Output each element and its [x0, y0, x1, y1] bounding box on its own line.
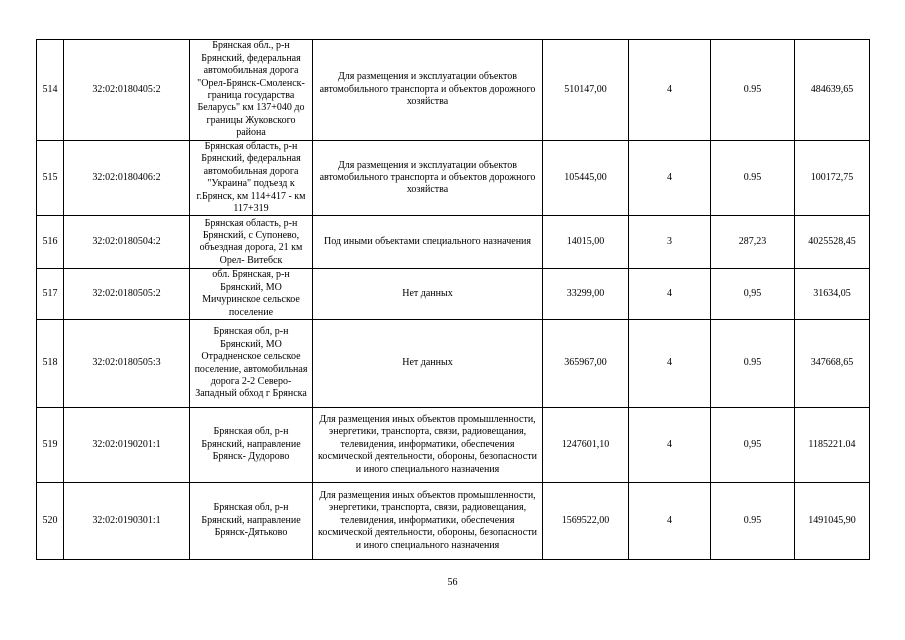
- row-number-cell: 517: [37, 269, 64, 320]
- cadastral-number-cell: 32:02:0180504:2: [64, 216, 190, 269]
- cadastral-number-cell: 32:02:0180406:2: [64, 141, 190, 216]
- cadastral-number-cell: 32:02:0180405:2: [64, 40, 190, 141]
- address-cell: Брянская обл, р-н Брянский, направление Брянск-Дятьково: [190, 483, 313, 560]
- row-number-cell: 514: [37, 40, 64, 141]
- group-cell: 4: [629, 483, 711, 560]
- area-cell: 1247601,10: [543, 408, 629, 483]
- address-cell: Брянская область, р-н Брянский, с Супонево, объездная дорога, 21 км Орел- Витебск: [190, 216, 313, 269]
- cadastral-number-cell: 32:02:0190201:1: [64, 408, 190, 483]
- purpose-cell: Нет данных: [313, 320, 543, 408]
- row-number-cell: 520: [37, 483, 64, 560]
- row-number-cell: 515: [37, 141, 64, 216]
- table-row: [37, 216, 870, 269]
- rate-cell: 0,95: [711, 408, 795, 483]
- purpose-cell: Нет данных: [313, 269, 543, 320]
- group-cell: 3: [629, 216, 711, 269]
- table-row: [37, 269, 870, 320]
- value-cell: 4025528,45: [795, 216, 870, 269]
- purpose-cell: Для размещения иных объектов промышленности, энергетики, транспорта, связи, радиовещания, телевидения, информатики, обеспечения космической деятельности, обороны, безопасности и иного специального назначения: [313, 483, 543, 560]
- table-row: [37, 408, 870, 483]
- address-cell: Брянская обл, р-н Брянский, направление Брянск- Дудорово: [190, 408, 313, 483]
- rate-cell: 0.95: [711, 320, 795, 408]
- group-cell: 4: [629, 320, 711, 408]
- rate-cell: 0.95: [711, 40, 795, 141]
- table-row: [37, 141, 870, 216]
- address-cell: обл. Брянская, р-н Брянский, МО Мичуринское сельское поселение: [190, 269, 313, 320]
- address-cell: Брянская область, р-н Брянский, федеральная автомобильная дорога "Украина" подъезд к г.Брянск, км 114+417 - км 117+319: [190, 141, 313, 216]
- area-cell: 1569522,00: [543, 483, 629, 560]
- rate-cell: 0,95: [711, 269, 795, 320]
- value-cell: 31634,05: [795, 269, 870, 320]
- page-number: 56: [447, 577, 458, 588]
- rate-cell: 0.95: [711, 141, 795, 216]
- cadastral-number-cell: 32:02:0180505:3: [64, 320, 190, 408]
- table-row: [37, 483, 870, 560]
- group-cell: 4: [629, 408, 711, 483]
- value-cell: 1491045,90: [795, 483, 870, 560]
- purpose-cell: Для размещения иных объектов промышленности, энергетики, транспорта, связи, радиовещания, телевидения, информатики, обеспечения космической деятельности, обороны, безопасности и иного специального назначения: [313, 408, 543, 483]
- value-cell: 484639,65: [795, 40, 870, 141]
- cadastral-number-cell: 32:02:0180505:2: [64, 269, 190, 320]
- row-number-cell: 516: [37, 216, 64, 269]
- rate-cell: 287,23: [711, 216, 795, 269]
- area-cell: 33299,00: [543, 269, 629, 320]
- row-number-cell: 519: [37, 408, 64, 483]
- purpose-cell: Для размещения и эксплуатации объектов автомобильного транспорта и объектов дорожного хозяйства: [313, 141, 543, 216]
- address-cell: Брянская обл., р-н Брянский, федеральная автомобильная дорога "Орел-Брянск-Смоленск-граница государства Беларусь" км 137+040 до границы Жуковского района: [190, 40, 313, 141]
- table-row: [37, 320, 870, 408]
- land-plots-table: [36, 39, 870, 560]
- table-row: [37, 40, 870, 141]
- value-cell: 100172,75: [795, 141, 870, 216]
- area-cell: 510147,00: [543, 40, 629, 141]
- address-cell: Брянская обл, р-н Брянский, МО Отрадненское сельское поселение, автомобильная дорога 2-2 Северо-Западный обход г Брянска: [190, 320, 313, 408]
- area-cell: 14015,00: [543, 216, 629, 269]
- rate-cell: 0.95: [711, 483, 795, 560]
- value-cell: 1185221.04: [795, 408, 870, 483]
- group-cell: 4: [629, 40, 711, 141]
- row-number-cell: 518: [37, 320, 64, 408]
- group-cell: 4: [629, 141, 711, 216]
- value-cell: 347668,65: [795, 320, 870, 408]
- group-cell: 4: [629, 269, 711, 320]
- purpose-cell: Для размещения и эксплуатации объектов автомобильного транспорта и объектов дорожного хозяйства: [313, 40, 543, 141]
- area-cell: 365967,00: [543, 320, 629, 408]
- purpose-cell: Под иными объектами специального назначения: [313, 216, 543, 269]
- cadastral-number-cell: 32:02:0190301:1: [64, 483, 190, 560]
- area-cell: 105445,00: [543, 141, 629, 216]
